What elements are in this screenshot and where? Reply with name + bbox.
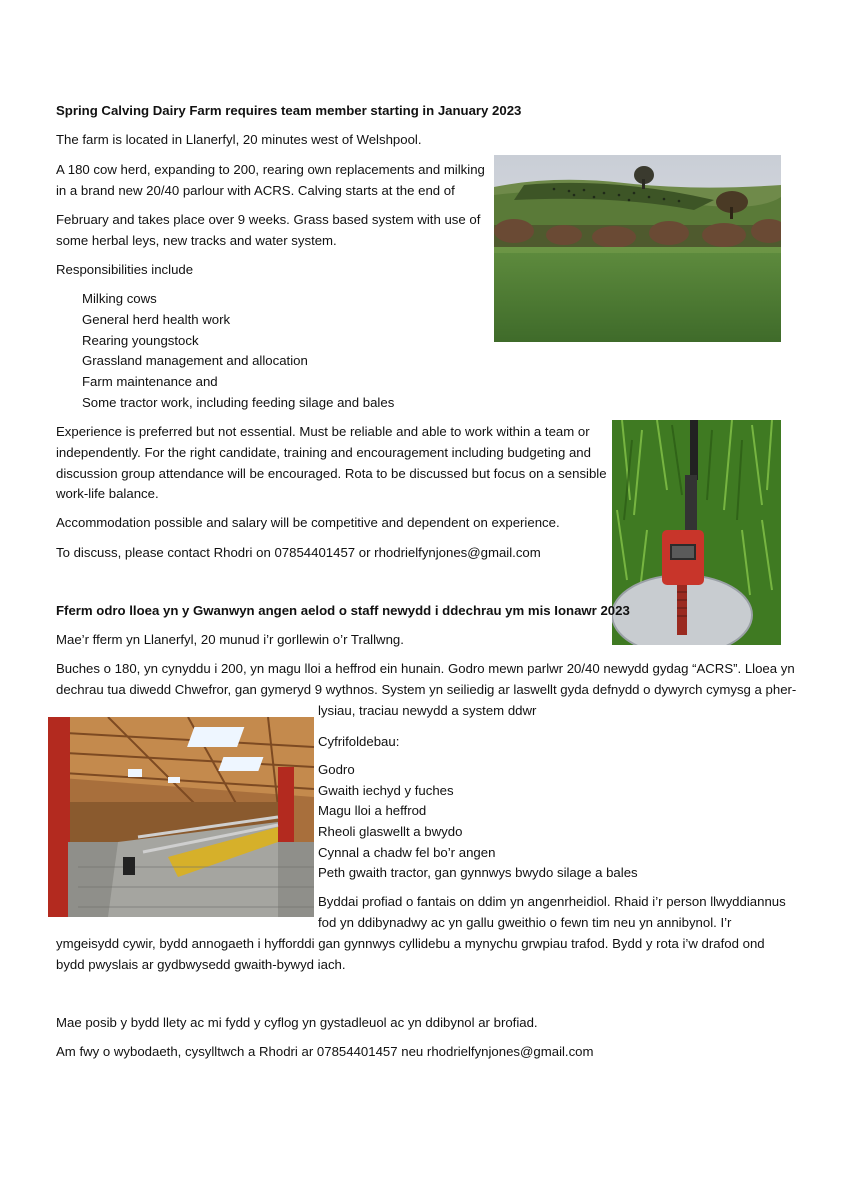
welsh-heading: Fferm odro lloea yn y Gwanwyn angen aelod o staff newydd i ddechrau ym mis Ionawr 2023 xyxy=(56,603,630,618)
welsh-responsibility-item: Peth gwaith tractor, gan gynnwys bwydo silage a bales xyxy=(318,865,638,880)
welsh-responsibilities-label: Cyfrifoldebau: xyxy=(318,734,400,749)
english-accommodation: Accommodation possible and salary will be competitive and dependent on experience. xyxy=(56,515,560,530)
grass-meter-photo xyxy=(612,420,781,645)
welsh-herd-line: dechrau tua diwedd Chwefror, gan gymeryd 9 wythnos. System yn seiliedig ar laswellt gyda defnydd o dywyrch cymysg a pher- xyxy=(56,682,797,697)
english-experience-line: independently. For the right candidate, training and encouragement including budgeting and xyxy=(56,445,591,460)
english-contact: To discuss, please contact Rhodri on 07854401457 or rhodrielfynjones@gmail.com xyxy=(56,545,541,560)
welsh-location: Mae’r fferm yn Llanerfyl, 20 munud i’r gorllewin o’r Trallwng. xyxy=(56,632,404,647)
welsh-responsibility-item: Rheoli glaswellt a bwydo xyxy=(318,824,463,839)
welsh-experience-line: ymgeisydd cywir, bydd annogaeth i hyfforddi gan gynnwys cyllidebu a mynychu grwpiau trafod. Bydd y rota i’w drafod ond xyxy=(56,936,765,951)
welsh-contact: Am fwy o wybodaeth, cysylltwch a Rhodri ar 07854401457 neu rhodrielfynjones@gmail.com xyxy=(56,1044,594,1059)
farm-landscape-photo xyxy=(494,155,781,342)
english-herd-line: A 180 cow herd, expanding to 200, rearing own replacements and milking xyxy=(56,162,485,177)
english-responsibility-item: Grassland management and allocation xyxy=(82,353,308,368)
english-responsibility-item: Some tractor work, including feeding silage and bales xyxy=(82,395,395,410)
welsh-responsibility-item: Cynnal a chadw fel bo’r angen xyxy=(318,845,496,860)
welsh-herd-line: lysiau, traciau newydd a system ddwr xyxy=(318,703,537,718)
welsh-herd-line: Buches o 180, yn cynyddu i 200, yn magu lloi a heffrod ein hunain. Godro mewn parlwr 20/40 newydd gydag “ACRS”. Lloea yn xyxy=(56,661,795,676)
welsh-responsibility-item: Magu lloi a heffrod xyxy=(318,803,427,818)
english-herd-line: February and takes place over 9 weeks. Grass based system with use of xyxy=(56,212,481,227)
welsh-experience-line: Byddai profiad o fantais on ddim yn angenrheidiol. Rhaid i’r person llwyddiannus xyxy=(318,894,786,909)
english-responsibility-item: Milking cows xyxy=(82,291,157,306)
welsh-accommodation: Mae posib y bydd llety ac mi fydd y cyflog yn gystadleuol ac yn ddibynol ar brofiad. xyxy=(56,1015,538,1030)
english-experience-line: Experience is preferred but not essential. Must be reliable and able to work within a team or xyxy=(56,424,590,439)
english-responsibility-item: Rearing youngstock xyxy=(82,333,199,348)
welsh-responsibility-item: Gwaith iechyd y fuches xyxy=(318,783,454,798)
english-heading: Spring Calving Dairy Farm requires team member starting in January 2023 xyxy=(56,103,522,118)
english-responsibilities-label: Responsibilities include xyxy=(56,262,194,277)
english-experience-line: discussion group attendance will be encouraged. Rota to be discussed but focus on a sensible xyxy=(56,466,607,481)
english-experience-line: work-life balance. xyxy=(56,486,159,501)
welsh-experience-line: fod yn ddibynadwy ac yn gallu gweithio o fewn tim neu yn annibynol. I’r xyxy=(318,915,732,930)
milking-parlour-photo xyxy=(48,717,314,917)
welsh-responsibility-item: Godro xyxy=(318,762,355,777)
english-herd-line: in a brand new 20/40 parlour with ACRS. Calving starts at the end of xyxy=(56,183,455,198)
english-responsibility-item: General herd health work xyxy=(82,312,231,327)
welsh-experience-line: bydd pwyslais ar gydbwysedd gwaith-bywyd iach. xyxy=(56,957,346,972)
english-responsibility-item: Farm maintenance and xyxy=(82,374,218,389)
english-location: The farm is located in Llanerfyl, 20 minutes west of Welshpool. xyxy=(56,132,422,147)
english-herd-line: some herbal leys, new tracks and water system. xyxy=(56,233,337,248)
